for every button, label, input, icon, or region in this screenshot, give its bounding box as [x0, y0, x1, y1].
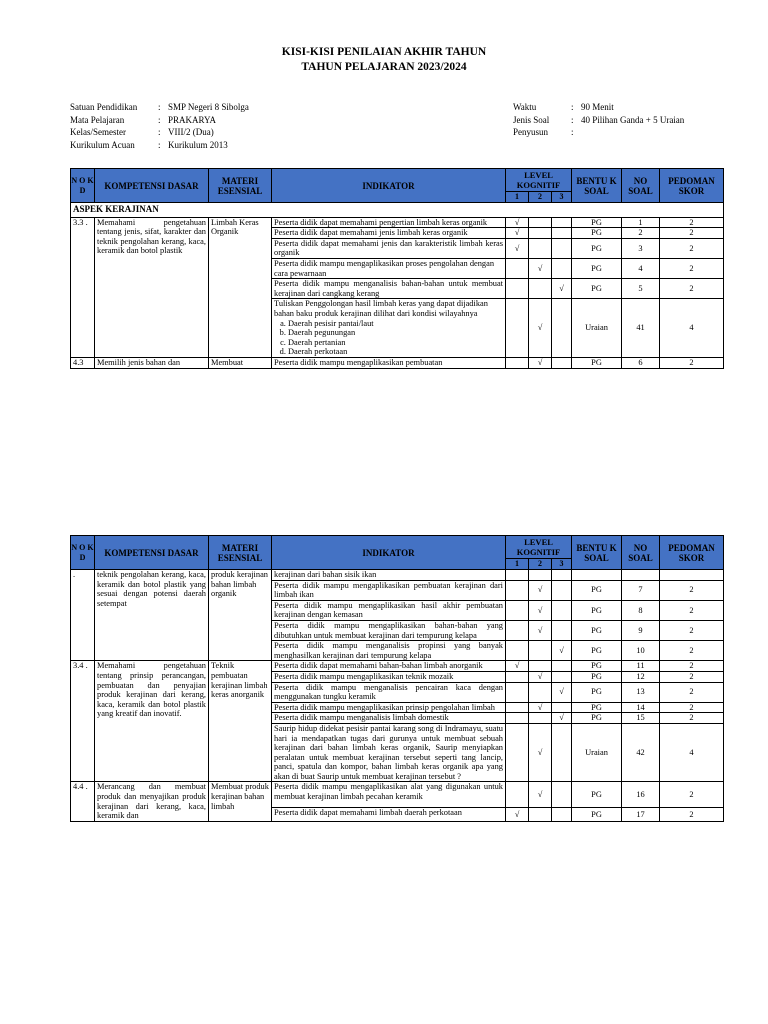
info-value: PRAKARYA	[168, 114, 217, 125]
materi-text: Membuat produk kerajinan bahan limbah	[209, 782, 272, 821]
header-nokd: N O K D	[71, 536, 95, 570]
level-2-check: √	[529, 723, 552, 782]
pedoman-skor: 2	[660, 682, 724, 702]
pedoman-skor	[660, 570, 724, 581]
indikator-text: Peserta didik mampu menganalisis propinsi yang banyak menghasilkan kerajinan dari tempurung kelapa	[272, 641, 506, 661]
level-1-cell	[506, 299, 529, 358]
indikator-text: Peserta didik mampu mengaplikasikan prinsip pengolahan limbah	[272, 702, 506, 713]
info-colon: :	[158, 139, 161, 150]
level-3-cell	[552, 723, 572, 782]
bentuk-soal: PG	[572, 600, 622, 620]
pedoman-skor: 2	[660, 808, 724, 822]
bentuk-soal: PG	[572, 682, 622, 702]
table-row	[71, 661, 724, 672]
header-materi: MATERI ESENSIAL	[209, 169, 272, 203]
indikator-text: Peserta didik dapat memahami pengertian limbah keras organik	[272, 217, 506, 228]
table-row	[71, 570, 724, 581]
pedoman-skor: 2	[660, 238, 724, 258]
bentuk-soal: PG	[572, 641, 622, 661]
info-row	[70, 126, 249, 139]
indikator-uraian	[272, 299, 506, 358]
header-bentuk: BENTU K SOAL	[572, 536, 622, 570]
bentuk-soal: PG	[572, 702, 622, 713]
bentuk-soal: PG	[572, 357, 622, 368]
pedoman-skor: 4	[660, 723, 724, 782]
uraian-option: d. Daerah perkotaan	[288, 347, 503, 357]
indikator-text: Peserta didik dapat memahami bahan-bahan limbah anorganik	[272, 661, 506, 672]
info-right	[513, 101, 684, 139]
indikator-text: Peserta didik mampu mengaplikasikan pembuatan	[272, 357, 506, 368]
info-value: SMP Negeri 8 Sibolga	[168, 102, 249, 112]
kd-number: 3.4 .	[71, 661, 95, 782]
uraian-option: c. Daerah pertanian	[288, 338, 503, 348]
no-soal: 15	[622, 713, 660, 724]
kd-text: Memahami pengetahuan tentang jenis, sifat, karakter dan teknik pengolahan kerang, kaca, keramik dan botol plastik	[95, 217, 209, 357]
aspect-title: ASPEK KERAJINAN	[71, 203, 724, 218]
kd-text: Merancang dan membuat produk dan menyajikan produk kerajinan dari kerang, kaca, keramik dan	[95, 782, 209, 821]
bentuk-soal: PG	[572, 661, 622, 672]
pedoman-skor: 2	[660, 671, 724, 682]
kd-text: teknik pengolahan kerang, kaca, keramik dan botol plastik yang sesuai dengan potensi daerah setempat	[95, 570, 209, 661]
indikator-text: Peserta didik mampu mengaplikasikan alat yang digunakan untuk membuat kerajinan limbah pecahan keramik	[272, 782, 506, 808]
level-3-check: √	[552, 682, 572, 702]
indikator-text: Peserta didik mampu menganalisis limbah domestik	[272, 713, 506, 724]
no-soal: 1	[622, 217, 660, 228]
level-3-cell	[552, 570, 572, 581]
pedoman-skor: 2	[660, 228, 724, 239]
info-colon: :	[158, 114, 161, 125]
no-soal: 12	[622, 671, 660, 682]
bentuk-soal: PG	[572, 713, 622, 724]
no-soal: 3	[622, 238, 660, 258]
page-title-2: TAHUN PELAJARAN 2023/2024	[301, 61, 467, 73]
pedoman-skor: 2	[660, 702, 724, 713]
level-2-cell	[529, 661, 552, 672]
level-2-cell	[529, 808, 552, 822]
bentuk-soal: PG	[572, 258, 622, 278]
table-row	[71, 217, 724, 228]
level-1-cell	[506, 723, 529, 782]
level-2-cell	[529, 279, 552, 299]
uraian-intro: Tuliskan Penggolongan hasil limbah keras yang dapat dijadikan bahan baku produk kerajinan dilihat dari kondisi wilayahnya	[274, 299, 488, 318]
materi-text: Membuat	[209, 357, 272, 368]
info-value: Kurikulum 2013	[168, 139, 228, 150]
level-2-check: √	[529, 671, 552, 682]
info-colon: :	[158, 127, 161, 137]
indikator-text: Peserta didik mampu mengaplikasikan proses pengolahan dengan cara pewarnaan	[272, 258, 506, 278]
kd-number: 4.4 .	[71, 782, 95, 821]
level-2-check: √	[529, 357, 552, 368]
level-2-check: √	[529, 580, 552, 600]
no-soal: 42	[622, 723, 660, 782]
materi-text: Teknik pembuatan kerajinan limbah keras anorganik	[209, 661, 272, 782]
level-1-check: √	[506, 228, 529, 239]
bentuk-soal: PG	[572, 671, 622, 682]
no-soal: 7	[622, 580, 660, 600]
level-3-cell	[552, 228, 572, 239]
level-3-cell	[552, 238, 572, 258]
level-3-cell	[552, 808, 572, 822]
indikator-text: Peserta didik dapat memahami limbah daerah perkotaan	[272, 808, 506, 822]
pedoman-skor: 4	[660, 299, 724, 358]
level-1-cell	[506, 641, 529, 661]
level-1-check: √	[506, 238, 529, 258]
level-1-cell	[506, 671, 529, 682]
level-1-cell	[506, 620, 529, 640]
pedoman-skor: 2	[660, 713, 724, 724]
level-3-cell	[552, 217, 572, 228]
header-level-3: 3	[552, 192, 572, 203]
level-3-cell	[552, 580, 572, 600]
no-soal: 4	[622, 258, 660, 278]
info-label: Kurikulum Acuan	[70, 139, 135, 150]
level-3-cell	[552, 620, 572, 640]
materi-text: Limbah Keras Organik	[209, 217, 272, 357]
no-soal: 6	[622, 357, 660, 368]
materi-text: produk kerajinan bahan limbah organik	[209, 570, 272, 661]
pedoman-skor: 2	[660, 641, 724, 661]
level-2-cell	[529, 713, 552, 724]
pedoman-skor: 2	[660, 357, 724, 368]
info-left	[70, 101, 249, 151]
header-no: NO SOAL	[622, 169, 660, 203]
level-1-check: √	[506, 808, 529, 822]
header-materi: MATERI ESENSIAL	[209, 536, 272, 570]
level-2-cell	[529, 238, 552, 258]
info-row	[70, 101, 249, 114]
level-1-check: √	[506, 661, 529, 672]
header-level-1: 1	[506, 559, 529, 570]
header-kd: KOMPETENSI DASAR	[95, 169, 209, 203]
level-1-cell	[506, 580, 529, 600]
level-3-check: √	[552, 713, 572, 724]
info-value: 90 Menit	[581, 102, 614, 112]
no-soal: 9	[622, 620, 660, 640]
no-soal: 16	[622, 782, 660, 808]
info-value: VIII/2 (Dua)	[168, 127, 214, 137]
no-soal	[622, 570, 660, 581]
level-3-cell	[552, 702, 572, 713]
kisi-table-2	[70, 535, 724, 822]
level-1-cell	[506, 713, 529, 724]
info-colon: :	[571, 114, 574, 125]
info-row	[70, 114, 249, 127]
pedoman-skor: 2	[660, 661, 724, 672]
level-2-cell	[529, 217, 552, 228]
page-title-1: KISI-KISI PENILAIAN AKHIR TAHUN	[281, 46, 487, 58]
info-row	[513, 101, 684, 114]
indikator-text: Peserta didik dapat memahami jenis limbah keras organik	[272, 228, 506, 239]
header-pedoman: PEDOMAN SKOR	[660, 536, 724, 570]
header-bentuk: BENTU K SOAL	[572, 169, 622, 203]
level-2-check: √	[529, 299, 552, 358]
header-level-3: 3	[552, 559, 572, 570]
pedoman-skor: 2	[660, 217, 724, 228]
level-2-check: √	[529, 620, 552, 640]
kd-text: Memahami pengetahuan tentang prinsip perancangan, pembuatan dan penyajian produk kerajinan dari kerang, kaca, keramik dan botol plastik yang kreatif dan inovatif.	[95, 661, 209, 782]
level-2-cell	[529, 641, 552, 661]
level-1-cell	[506, 279, 529, 299]
uraian-options	[274, 319, 503, 357]
bentuk-soal: PG	[572, 228, 622, 239]
indikator-text: Peserta didik mampu menganalisis pencairan kaca dengan menggunakan tungku keramik	[272, 682, 506, 702]
level-1-cell	[506, 782, 529, 808]
level-3-cell	[552, 661, 572, 672]
header-no: NO SOAL	[622, 536, 660, 570]
bentuk-soal	[572, 570, 622, 581]
header-level-2: 2	[529, 192, 552, 203]
bentuk-soal: PG	[572, 580, 622, 600]
info-label: Jenis Soal	[513, 114, 550, 125]
kd-number: 4.3	[71, 357, 95, 368]
level-1-cell	[506, 570, 529, 581]
header-level: LEVEL KOGNITIF	[506, 536, 572, 559]
indikator-uraian: Saurip hidup didekat pesisir pantai karang song di Indramayu, suatu hari ia mendapatkan tugas dari gurunya untuk membuat sebuah kerajinan dari bahan limbah keras organik, Saurip menyiapkan peralatan untuk membuat kerajinan tersebut seperti tang lancip, panci, spatula dan kompor, bahan limbah keras organik apa yang akan di buat Saurip untuk membuat kerajinan tersebut ?	[272, 723, 506, 782]
pedoman-skor: 2	[660, 279, 724, 299]
level-1-cell	[506, 357, 529, 368]
table-row	[71, 782, 724, 808]
indikator-text: Peserta didik dapat memahami jenis dan karakteristik limbah keras organik	[272, 238, 506, 258]
bentuk-soal: PG	[572, 620, 622, 640]
bentuk-soal: Uraian	[572, 723, 622, 782]
uraian-option: b. Daerah pegunungan	[288, 328, 503, 338]
level-2-check: √	[529, 702, 552, 713]
header-indikator: INDIKATOR	[272, 536, 506, 570]
info-label: Waktu	[513, 102, 537, 112]
level-2-check: √	[529, 258, 552, 278]
level-2-cell	[529, 228, 552, 239]
pedoman-skor: 2	[660, 782, 724, 808]
header-pedoman: PEDOMAN SKOR	[660, 169, 724, 203]
header-level-2: 2	[529, 559, 552, 570]
pedoman-skor: 2	[660, 600, 724, 620]
kd-number: .	[71, 570, 95, 661]
level-3-cell	[552, 258, 572, 278]
info-row	[513, 126, 684, 139]
level-3-cell	[552, 671, 572, 682]
level-2-check: √	[529, 782, 552, 808]
no-soal: 41	[622, 299, 660, 358]
info-colon: :	[571, 102, 574, 112]
bentuk-soal: PG	[572, 238, 622, 258]
level-1-cell	[506, 600, 529, 620]
no-soal: 5	[622, 279, 660, 299]
bentuk-soal: PG	[572, 782, 622, 808]
level-2-cell	[529, 570, 552, 581]
bentuk-soal: Uraian	[572, 299, 622, 358]
pedoman-skor: 2	[660, 258, 724, 278]
level-3-cell	[552, 782, 572, 808]
info-label: Kelas/Semester	[70, 127, 126, 137]
bentuk-soal: PG	[572, 808, 622, 822]
no-soal: 11	[622, 661, 660, 672]
uraian-option: a. Daerah pesisir pantai/laut	[288, 319, 503, 329]
info-label: Penyusun	[513, 127, 549, 137]
header-nokd: N O K D	[71, 169, 95, 203]
kd-number: 3.3 .	[71, 217, 95, 357]
no-soal: 10	[622, 641, 660, 661]
level-1-check: √	[506, 217, 529, 228]
info-label: Satuan Pendidikan	[70, 102, 138, 112]
no-soal: 14	[622, 702, 660, 713]
indikator-text: Peserta didik mampu mengaplikasikan pembuatan kerajinan dari limbah ikan	[272, 580, 506, 600]
bentuk-soal: PG	[572, 279, 622, 299]
indikator-text: Peserta didik mampu mengaplikasikan bahan-bahan yang dibutuhkan untuk membuat kerajinan dari tempurung kelapa	[272, 620, 506, 640]
info-colon: :	[158, 102, 161, 112]
level-3-cell	[552, 299, 572, 358]
pedoman-skor: 2	[660, 580, 724, 600]
indikator-text: Peserta didik mampu menganalisis bahan-bahan untuk membuat kerajinan dari cangkang kerang	[272, 279, 506, 299]
table-row	[71, 357, 724, 368]
no-soal: 8	[622, 600, 660, 620]
indikator-text: Peserta didik mampu mengaplikasikan teknik mozaik	[272, 671, 506, 682]
indikator-text: Peserta didik mampu mengaplikasikan hasil akhir pembuatan kerajinan dengan kemasan	[272, 600, 506, 620]
info-row	[70, 139, 249, 152]
level-3-cell	[552, 600, 572, 620]
indikator-text: kerajinan dari bahan sisik ikan	[272, 570, 506, 581]
pedoman-skor: 2	[660, 620, 724, 640]
kd-text: Memilih jenis bahan dan	[95, 357, 209, 368]
level-3-check: √	[552, 641, 572, 661]
level-1-cell	[506, 702, 529, 713]
header-indikator: INDIKATOR	[272, 169, 506, 203]
info-colon: :	[571, 127, 574, 137]
info-value: 40 Pilihan Ganda + 5 Uraian	[581, 114, 685, 125]
header-kd: KOMPETENSI DASAR	[95, 536, 209, 570]
header-level-1: 1	[506, 192, 529, 203]
kisi-table-1	[70, 168, 724, 369]
no-soal: 2	[622, 228, 660, 239]
level-1-cell	[506, 682, 529, 702]
level-3-cell	[552, 357, 572, 368]
header-level: LEVEL KOGNITIF	[506, 169, 572, 192]
no-soal: 17	[622, 808, 660, 822]
aspect-row	[71, 203, 724, 218]
info-label: Mata Pelajaran	[70, 114, 125, 125]
info-row	[513, 114, 684, 127]
level-2-cell	[529, 682, 552, 702]
level-3-check: √	[552, 279, 572, 299]
bentuk-soal: PG	[572, 217, 622, 228]
no-soal: 13	[622, 682, 660, 702]
level-2-check: √	[529, 600, 552, 620]
level-1-cell	[506, 258, 529, 278]
